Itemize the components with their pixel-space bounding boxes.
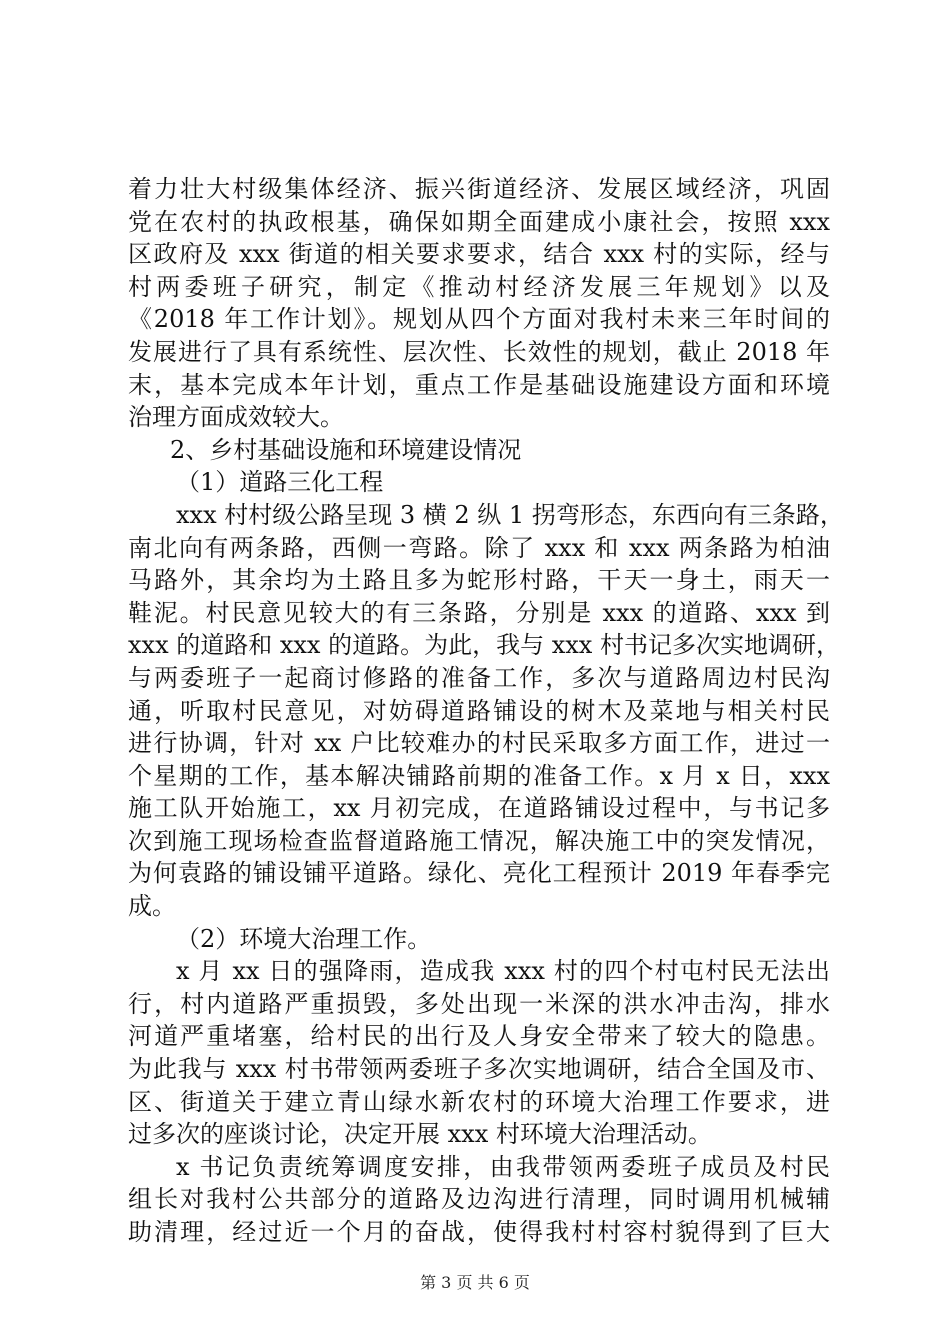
text-line: 发展进行了具有系统性、层次性、长效性的规划，截止 2018 年 — [128, 337, 830, 366]
text-line: 为何袁路的铺设铺平道路。绿化、亮化工程预计 2019 年春季完 — [128, 859, 830, 888]
text-line: 进行协调，针对 xx 户比较难办的村民采取多方面工作，进过一 — [128, 729, 830, 758]
text-line: 区、街道关于建立青山绿水新农村的环境大治理工作要求，进 — [128, 1087, 830, 1116]
text-line: 施工队开始施工，xx 月初完成，在道路铺设过程中，与书记多 — [128, 794, 830, 823]
text-line: 着力壮大村级集体经济、振兴街道经济、发展区域经济，巩固 — [128, 175, 830, 203]
text-line: 组长对我村公共部分的道路及边沟进行清理，同时调用机械辅 — [128, 1185, 830, 1214]
text-line: 与两委班子一起商讨修路的准备工作，多次与道路周边村民沟 — [128, 663, 830, 692]
text-line: 为此我与 xxx 村书带领两委班子多次实地调研，结合全国及市、 — [128, 1055, 830, 1084]
text-line: （2）环境大治理工作。 — [176, 924, 432, 953]
text-line: 区政府及 xxx 街道的相关要求要求，结合 xxx 村的实际，经与 — [128, 240, 830, 269]
text-line: 鞋泥。村民意见较大的有三条路，分别是 xxx 的道路、xxx 到 — [128, 598, 830, 627]
text-line: 《2018 年工作计划》。规划从四个方面对我村未来三年时间的 — [128, 305, 830, 334]
text-line: 村两委班子研究，制定《推动村经济发展三年规划》以及 — [128, 272, 830, 301]
text-line: 个星期的工作，基本解决铺路前期的准备工作。x 月 x 日，xxx — [128, 761, 830, 790]
text-line: 2、乡村基础设施和环境建设情况 — [170, 435, 522, 464]
text-line: 马路外，其余均为土路且多为蛇形村路，干天一身土，雨天一 — [128, 566, 830, 595]
text-line: （1）道路三化工程 — [176, 468, 384, 497]
text-line: 末，基本完成本年计划，重点工作是基础设施建设方面和环境 — [128, 370, 830, 399]
text-line: xxx 村村级公路呈现 3 横 2 纵 1 拐弯形态，东西向有三条路， — [176, 500, 844, 529]
text-line: 行，村内道路严重损毁，多处出现一米深的洪水冲击沟，排水 — [128, 989, 830, 1018]
text-line: 河道严重堵塞，给村民的出行及人身安全带来了较大的隐患。 — [128, 1022, 830, 1051]
text-line: 治理方面成效较大。 — [128, 403, 344, 432]
text-line: 成。 — [128, 892, 176, 921]
text-line: x 月 xx 日的强降雨，造成我 xxx 村的四个村屯村民无法出 — [176, 957, 830, 986]
text-line: 过多次的座谈讨论，决定开展 xxx 村环境大治理活动。 — [128, 1120, 712, 1149]
text-line: x 书记负责统筹调度安排，由我带领两委班子成员及村民 — [176, 1152, 830, 1181]
text-line: 党在农村的执政根基，确保如期全面建成小康社会，按照 xxx — [128, 207, 830, 236]
text-line: xxx 的道路和 xxx 的道路。为此，我与 xxx 村书记多次实地调研， — [128, 631, 840, 660]
page-footer: 第 3 页 共 6 页 — [420, 1273, 530, 1292]
text-line: 助清理，经过近一个月的奋战，使得我村村容村貌得到了巨大 — [128, 1218, 830, 1246]
text-line: 南北向有两条路，西侧一弯路。除了 xxx 和 xxx 两条路为柏油 — [128, 533, 830, 562]
text-line: 通，听取村民意见，对妨碍道路铺设的树木及菜地与相关村民 — [128, 696, 830, 725]
document-body — [128, 173, 844, 1249]
text-line: 次到施工现场检查监督道路施工情况，解决施工中的突发情况， — [128, 826, 830, 855]
